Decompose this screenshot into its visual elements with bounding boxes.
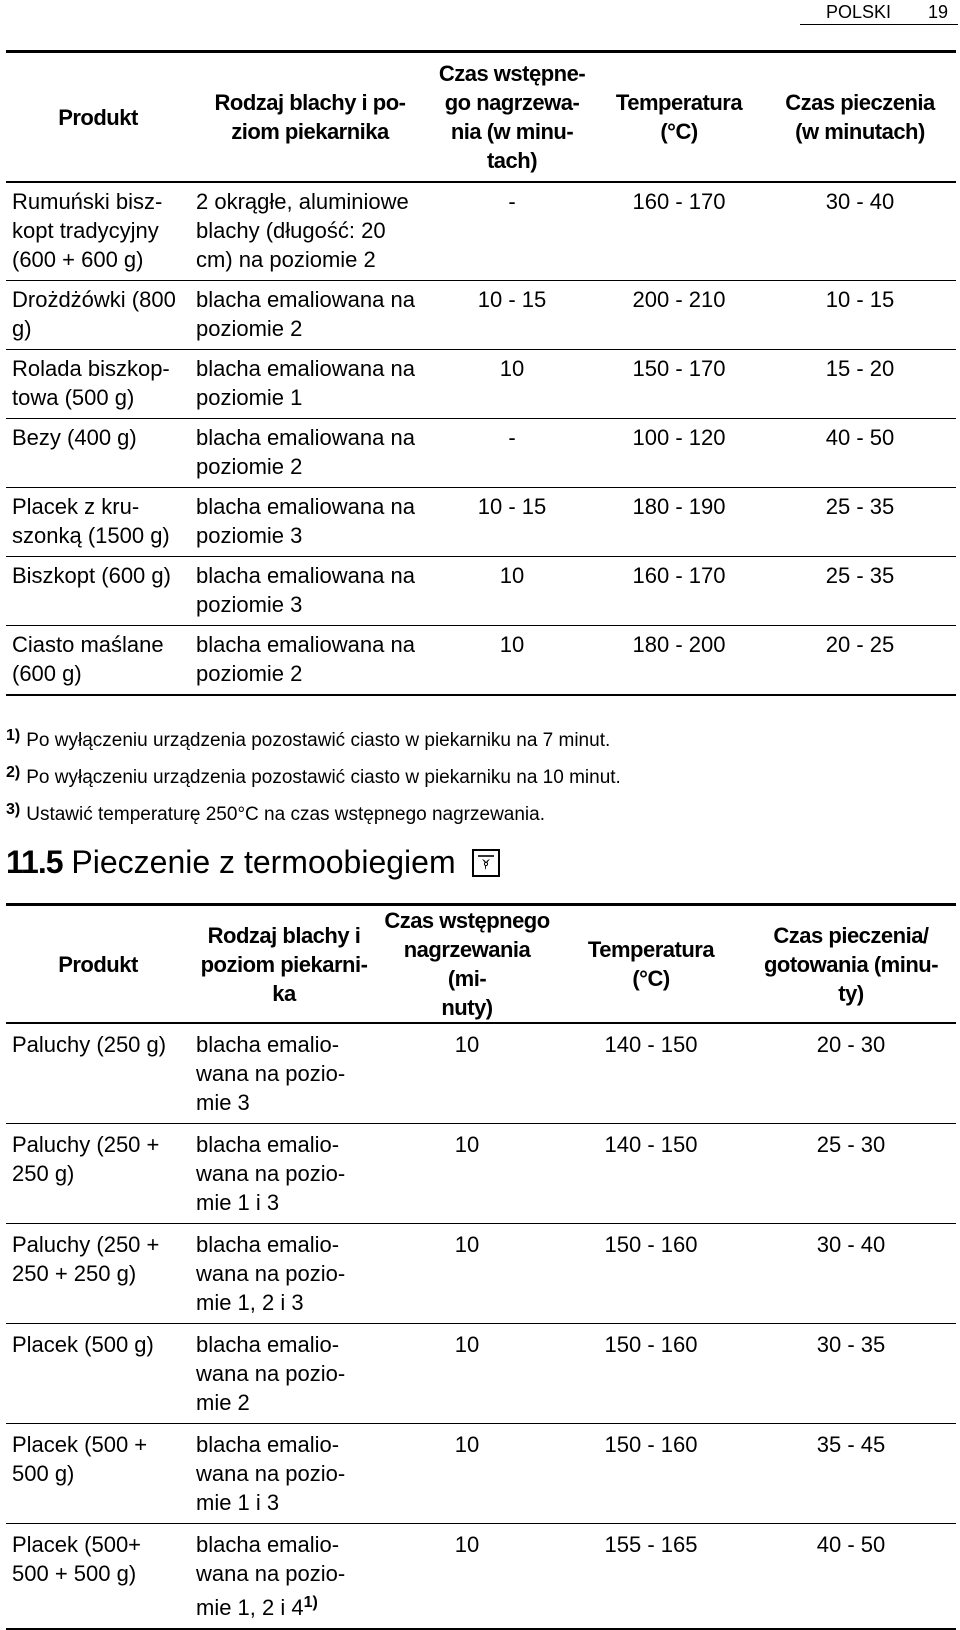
footnote-ref: 1)	[303, 1594, 318, 1611]
cell-temperature: 150 - 160	[556, 1224, 746, 1324]
cell-temperature: 180 - 200	[594, 626, 764, 696]
cell-temperature: 150 - 160	[556, 1324, 746, 1424]
cell-tray: blacha emalio- wana na pozio- mie 1 i 3	[190, 1124, 378, 1224]
cell-tray: blacha emaliowana na poziomie 3	[190, 488, 430, 557]
section-number: 11.5	[6, 844, 63, 880]
table-body	[6, 1023, 956, 1629]
cell-preheat: 10	[430, 350, 594, 419]
cell-time: 25 - 30	[746, 1124, 956, 1224]
cell-preheat: 10	[378, 1224, 556, 1324]
table-row	[6, 281, 956, 350]
cell-temperature: 155 - 165	[556, 1524, 746, 1630]
cell-product: Ciasto maślane (600 g)	[6, 626, 190, 696]
cell-product: Placek (500 + 500 g)	[6, 1424, 190, 1524]
table-body	[6, 182, 956, 695]
cell-tray: blacha emalio- wana na pozio- mie 1, 2 i 3	[190, 1224, 378, 1324]
table-row	[6, 1124, 956, 1224]
cell-temperature: 160 - 170	[594, 557, 764, 626]
footnote	[6, 757, 946, 794]
col-header-tray: Rodzaj blachy i po- ziom piekarnika	[190, 52, 430, 183]
table-row	[6, 182, 956, 281]
cell-time: 10 - 15	[764, 281, 956, 350]
cell-time: 30 - 35	[746, 1324, 956, 1424]
cell-preheat: 10	[378, 1324, 556, 1424]
col-header-temperature: Temperatura (°C)	[594, 52, 764, 183]
table-row	[6, 488, 956, 557]
cell-time: 30 - 40	[764, 182, 956, 281]
table-row	[6, 1023, 956, 1124]
section-heading: Pieczenie z termoobiegiem	[71, 844, 456, 880]
table-row	[6, 419, 956, 488]
footnote-mark: 2)	[6, 764, 21, 781]
footnote	[6, 794, 946, 831]
cell-temperature: 150 - 170	[594, 350, 764, 419]
cell-product: Placek z kru- szonką (1500 g)	[6, 488, 190, 557]
col-header-product: Produkt	[6, 52, 190, 183]
cell-tray: blacha emaliowana na poziomie 2	[190, 626, 430, 696]
cell-tray: blacha emalio- wana na pozio- mie 2	[190, 1324, 378, 1424]
cell-tray: blacha emaliowana na poziomie 3	[190, 557, 430, 626]
cell-product: Paluchy (250 g)	[6, 1023, 190, 1124]
cell-temperature: 140 - 150	[556, 1124, 746, 1224]
cell-time: 25 - 35	[764, 488, 956, 557]
cell-tray: blacha emalio- wana na pozio- mie 1, 2 i 4$^{1)}$	[190, 1524, 378, 1630]
footnotes	[6, 720, 946, 831]
cell-temperature: 200 - 210	[594, 281, 764, 350]
language-label: POLSKI	[826, 2, 892, 22]
table-row	[6, 557, 956, 626]
cell-preheat: 10	[430, 557, 594, 626]
footnote	[6, 720, 946, 757]
col-header-time: Czas pieczenia/ gotowania (minu- ty)	[746, 905, 956, 1024]
cell-preheat: 10	[378, 1023, 556, 1124]
cell-tray: blacha emaliowana na poziomie 1	[190, 350, 430, 419]
cell-temperature: 100 - 120	[594, 419, 764, 488]
cell-temperature: 180 - 190	[594, 488, 764, 557]
table-row	[6, 1324, 956, 1424]
page-number: 19	[928, 2, 949, 22]
table-row	[6, 626, 956, 696]
cell-product: Paluchy (250 + 250 + 250 g)	[6, 1224, 190, 1324]
footnote-text: Po wyłączeniu urządzenia pozostawić ciasto w piekarniku na 7 minut.	[26, 730, 611, 751]
cell-time: 15 - 20	[764, 350, 956, 419]
footnote-mark: 3)	[6, 801, 21, 818]
cell-product: Rolada biszkop- towa (500 g)	[6, 350, 190, 419]
header-rule	[800, 24, 958, 25]
page-header	[0, 0, 960, 26]
footnote-mark: 1)	[6, 727, 21, 744]
cell-time: 30 - 40	[746, 1224, 956, 1324]
cell-time: 20 - 30	[746, 1023, 956, 1124]
table-row	[6, 1524, 956, 1630]
col-header-time: Czas pieczenia (w minutach)	[764, 52, 956, 183]
cell-temperature: 160 - 170	[594, 182, 764, 281]
table-row	[6, 1424, 956, 1524]
cell-preheat: -	[430, 419, 594, 488]
table-header-row	[6, 52, 956, 183]
col-header-product: Produkt	[6, 905, 190, 1024]
table-row	[6, 350, 956, 419]
cell-preheat: 10	[378, 1424, 556, 1524]
col-header-preheat: Czas wstępne- go nagrzewa- nia (w minu- tach)	[430, 52, 594, 183]
fan-oven-icon	[472, 849, 500, 877]
cell-temperature: 140 - 150	[556, 1023, 746, 1124]
cell-tray: blacha emaliowana na poziomie 2	[190, 281, 430, 350]
baking-table-1	[6, 50, 956, 696]
cell-preheat: 10	[378, 1124, 556, 1224]
cell-temperature: 150 - 160	[556, 1424, 746, 1524]
cell-product: Bezy (400 g)	[6, 419, 190, 488]
cell-tray: 2 okrągłe, aluminiowe blachy (długość: 20 cm) na poziomie 2	[190, 182, 430, 281]
section-title	[6, 842, 500, 882]
col-header-preheat: Czas wstępnego nagrzewania (mi- nuty)	[378, 905, 556, 1024]
cell-tray: blacha emaliowana na poziomie 2	[190, 419, 430, 488]
footnote-text: Po wyłączeniu urządzenia pozostawić ciasto w piekarniku na 10 minut.	[26, 767, 621, 788]
cell-tray: blacha emalio- wana na pozio- mie 3	[190, 1023, 378, 1124]
cell-product: Placek (500 g)	[6, 1324, 190, 1424]
footnote-text: Ustawić temperaturę 250°C na czas wstępnego nagrzewania.	[26, 804, 545, 825]
table-row	[6, 1224, 956, 1324]
cell-product: Paluchy (250 + 250 g)	[6, 1124, 190, 1224]
cell-product: Rumuński bisz- kopt tradycyjny (600 + 600 g)	[6, 182, 190, 281]
cell-time: 20 - 25	[764, 626, 956, 696]
cell-time: 40 - 50	[764, 419, 956, 488]
col-header-temperature: Temperatura (°C)	[556, 905, 746, 1024]
cell-preheat: 10 - 15	[430, 488, 594, 557]
cell-preheat: 10	[430, 626, 594, 696]
cell-product: Drożdżówki (800 g)	[6, 281, 190, 350]
col-header-tray: Rodzaj blachy i poziom piekarni- ka	[190, 905, 378, 1024]
cell-time: 35 - 45	[746, 1424, 956, 1524]
table-header-row	[6, 905, 956, 1024]
baking-table-2	[6, 903, 956, 1630]
cell-time: 40 - 50	[746, 1524, 956, 1630]
cell-preheat: -	[430, 182, 594, 281]
cell-product: Biszkopt (600 g)	[6, 557, 190, 626]
cell-product: Placek (500+ 500 + 500 g)	[6, 1524, 190, 1630]
cell-preheat: 10 - 15	[430, 281, 594, 350]
cell-time: 25 - 35	[764, 557, 956, 626]
cell-tray: blacha emalio- wana na pozio- mie 1 i 3	[190, 1424, 378, 1524]
cell-preheat: 10	[378, 1524, 556, 1630]
